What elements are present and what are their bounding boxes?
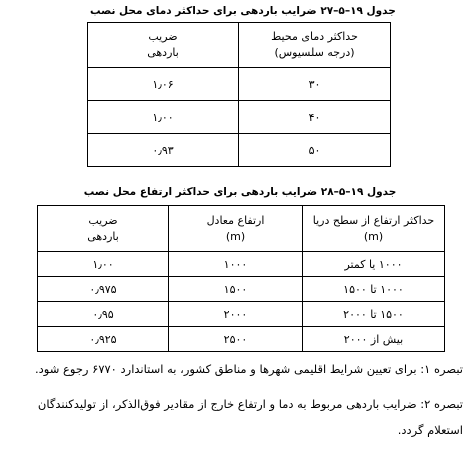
table2-header-row xyxy=(38,206,445,252)
table-row xyxy=(38,252,445,277)
cell-equivalent: ۲۵۰۰ xyxy=(169,327,303,352)
table1-caption: جدول ۱۹–۵–۲۷ ضرایب باردهی برای حداکثر دمای محل نصب xyxy=(90,5,396,17)
table-row xyxy=(88,134,391,167)
cell-coef: ۱٫۰۰ xyxy=(88,101,239,134)
cell-altitude-range: بیش از ۲۰۰۰ xyxy=(303,327,445,352)
note-1: تبصره ۱: برای تعیین شرایط اقلیمی شهرها و مناطق کشور، به استاندارد ۶۷۷۰ رجوع شود. xyxy=(35,362,463,376)
table-row xyxy=(88,101,391,134)
header-coefficient: ضریب باردهی xyxy=(88,23,239,68)
table1-header-row xyxy=(88,23,391,68)
cell-equivalent: ۲۰۰۰ xyxy=(169,302,303,327)
cell-coef: ۰٫۹۵ xyxy=(38,302,169,327)
cell-temp: ۵۰ xyxy=(239,134,391,167)
cell-coef: ۱٫۰۶ xyxy=(88,68,239,101)
cell-temp: ۳۰ xyxy=(239,68,391,101)
cell-temp: ۴۰ xyxy=(239,101,391,134)
table2-caption: جدول ۱۹–۵–۲۸ ضرایب باردهی برای حداکثر ارتفاع محل نصب xyxy=(83,186,397,198)
altitude-table xyxy=(37,205,445,352)
header-equivalent-altitude: ارتفاع معادل (m) xyxy=(169,206,303,252)
climate-table xyxy=(87,22,391,167)
header-coefficient: ضریب باردهی xyxy=(38,206,169,252)
header-max-temp: حداکثر دمای محیط (درجه سلسیوس) xyxy=(239,23,391,68)
cell-coef: ۰٫۹۳ xyxy=(88,134,239,167)
header-max-altitude: حداکثر ارتفاع از سطح دریا (m) xyxy=(303,206,445,252)
cell-altitude-range: ۱۰۰۰ یا کمتر xyxy=(303,252,445,277)
note-2-line-2: استعلام گردد. xyxy=(397,423,463,437)
cell-equivalent: ۱۰۰۰ xyxy=(169,252,303,277)
cell-coef: ۱٫۰۰ xyxy=(38,252,169,277)
note-2-line-1: تبصره ۲: ضرایب باردهی مربوط به دما و ارتفاع خارج از مقادیر فوق‌الذکر، از تولیدکنندگان xyxy=(37,397,463,411)
table-row xyxy=(38,277,445,302)
cell-coef: ۰٫۹۷۵ xyxy=(38,277,169,302)
table-row xyxy=(38,327,445,352)
cell-altitude-range: ۱۵۰۰ تا ۲۰۰۰ xyxy=(303,302,445,327)
cell-coef: ۰٫۹۲۵ xyxy=(38,327,169,352)
table-row xyxy=(88,68,391,101)
table-row xyxy=(38,302,445,327)
cell-equivalent: ۱۵۰۰ xyxy=(169,277,303,302)
cell-altitude-range: ۱۰۰۰ تا ۱۵۰۰ xyxy=(303,277,445,302)
